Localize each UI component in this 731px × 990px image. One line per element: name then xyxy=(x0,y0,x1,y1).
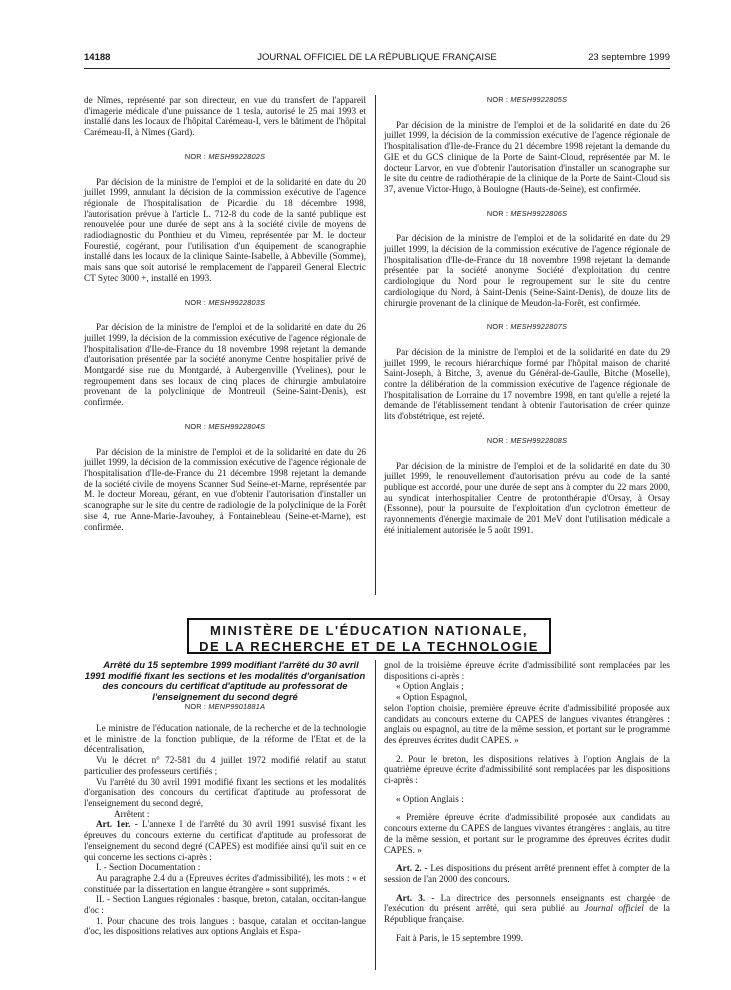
publication-date: 23 septembre 1999 xyxy=(588,52,670,63)
ministry-line-1: MINISTÈRE DE L'ÉDUCATION NATIONALE, xyxy=(210,623,528,638)
arretent-label: Arrêtent : xyxy=(114,808,150,819)
nor-reference: NOR : MESH9922803S xyxy=(184,297,266,307)
top-right-column xyxy=(384,95,670,536)
arrete-paragraph: Vu l'arrêté du 30 avril 1991 modifié fixant les sections et les modalités d'organisation des concours du certificat d'aptitude au professorat de l'enseignement du second degré, xyxy=(84,776,366,808)
page-header xyxy=(84,52,670,66)
top-left-column xyxy=(84,95,366,532)
arrete-title: Arrêté du 15 septembre 1999 modifiant l'arrêté du 30 avril 1991 modifié fixant les sections et les modalités d'organisation des concours du certificat d'aptitude au professorat de l'enseignement du second degré xyxy=(84,659,366,702)
article-2-label: Art. 2. - xyxy=(396,863,428,874)
arrete-paragraph: Le ministre de l'éducation nationale, de la recherche et de la technologie et le ministre de la fonction publique, de la réforme de l'Etat et de la décentralisation, xyxy=(84,723,366,755)
nor-reference: NOR : MESH9922805S xyxy=(486,95,568,104)
column-divider-top xyxy=(375,95,376,595)
nor-code: MESH9922805S xyxy=(510,95,568,104)
ministry-line-2: DE LA RECHERCHE ET DE LA TECHNOLOGIE xyxy=(199,639,539,654)
arrete-paragraph: « Option Anglais : xyxy=(396,793,464,804)
arrete-paragraph: 1. Pour chacune des trois langues : basque, catalan et occitan-langue d'oc, les dispositions relatives aux options Anglais et Espa- xyxy=(84,915,366,937)
nor-code: MESH9922807S xyxy=(510,322,568,332)
section-heading: II. - Section Langues régionales : basque, breton, catalan, occitan-langue d'oc : xyxy=(84,894,366,916)
nor-reference: NOR : MESH9922802S xyxy=(184,151,266,161)
journal-officiel-ref: Journal officiel xyxy=(584,903,644,914)
notice-paragraph: Par décision de la ministre de l'emploi et de la solidarité en date du 30 juillet 1999, le renouvellement d'autorisation prévu au code de la santé publique est accordé, pour une durée de sept ans à compter du 22 mars 2000, au syndicat interhospitalier Centre de protonthérapie d'Orsay, à Orsay (Essonne), pour la poursuite de l'exploitation d'un cyclotron émetteur de rayonnements d'énergie maximale de 201 MeV dont l'utilisation médicale a été initialement autorisée le 5 août 1991. xyxy=(384,460,670,535)
continued-paragraph: de Nîmes, représenté par son directeur, en vue du transfert de l'appareil d'imagerie médicale d'une puissance de 1 tesla, autorisé le 25 mai 1993 et installé dans les locaux de l'hôpital Carémeau-I, vers le bâtiment de l'hôpital Carémeau-II, à Nîmes (Gard). xyxy=(84,95,366,138)
nor-code: MESH9922804S xyxy=(208,421,266,431)
arrete-paragraph: Vu le décret n° 72-581 du 4 juillet 1972 modifié relatif au statut particulier des professeurs certifiés ; xyxy=(84,755,366,776)
article-1: Art. 1er. - L'annexe I de l'arrêté du 30 avril 1991 susvisé fixant les épreuves du concours externe du certificat d'aptitude au professorat de l'enseignement du second degré (CAPES) est modifiée ainsi qu'il suit en ce qui concerne les sections ci-après : xyxy=(84,819,366,862)
nor-code: MESH9922803S xyxy=(208,297,266,307)
notice-paragraph: Par décision de la ministre de l'emploi et de la solidarité en date du 26 juillet 1999, la décision de la commission exécutive de l'agence régionale de l'hospitalisation d'Ile-de-France du 21 décembre 1998 rejetant la demande du GIE et du GCS clinique de la Porte de Saint-Cloud, représentée par M. le docteur Larvor, en vue d'obtenir l'autorisation d'installer un scanographe sur le site du centre de radiothérapie de la clinique de la Porte de Saint-Cloud sis 37, avenue Victor-Hugo, à Boulogne (Hauts-de-Seine), est confirmée. xyxy=(384,119,670,194)
page-number: 14188 xyxy=(84,52,111,63)
arrete-paragraph: Au paragraphe 2.4 du a (Epreuves écrites d'admissibilité), les mots : « et constituée par la dissertation en langue étrangère » sont supprimés. xyxy=(84,872,366,894)
arrete-paragraph: selon l'option choisie, première épreuve écrite d'admissibilité proposée aux candidats au concours externe du CAPES de langues vivantes étrangères : anglais ou espagnol, au titre de la même session, et portant sur le programme des épreuves écrites dudit CAPES. » xyxy=(384,702,670,745)
column-divider-bottom xyxy=(375,660,376,970)
arrete-paragraph: « Option Espagnol, xyxy=(396,692,468,703)
notice-paragraph: Par décision de la ministre de l'emploi et de la solidarité en date du 26 juillet 1999, la décision de la commission exécutive de l'agence régionale de l'hospitalisation d'Ile-de-France du 21 décembre 1998 rejetant la demande de la société civile de moyens Scanner Sud Seine-et-Marne, représentée par M. le docteur Moreau, gérant, en vue d'obtenir l'autorisation d'installer un scanographe sur le site du centre de radiologie de la polyclinique de la Forêt sise 4, rue Anne-Marie-Javouhey, à Fontainebleau (Seine-et-Marne), est confirmée. xyxy=(84,446,366,532)
bottom-right-column xyxy=(384,660,670,943)
nor-reference: NOR : MESH9922807S xyxy=(486,322,568,332)
arrete-paragraph: « Option Anglais ; xyxy=(396,681,464,692)
notice-paragraph: Par décision de la ministre de l'emploi et de la solidarité en date du 20 juillet 1999, annulant la décision de la commission exécutive de l'agence régionale de l'hospitalisation de Picardie du 18 décembre 1998, l'autorisation prévue à l'article L. 712-8 du code de la santé publique est renouvelée pour une durée de sept ans à la société civile de moyens de radiodiagnostic du Ponthieu et du Vimeu, représentée par M. le docteur Fourestié, cogérant, pour l'utilisation d'un équipement de scanographie installé dans les locaux de la clinique Sainte-Isabelle, à Abbeville (Somme), mais sans que soit autorisé le remplacement de l'appareil General Electric CT Sytec 3000 +, installé en 1993. xyxy=(84,176,366,283)
article-3: Art. 3. - La directrice des personnels enseignants est chargée de l'exécution du présent arrêté, qui sera publié au Journal officiel de la République française. xyxy=(384,892,671,925)
nor-reference: NOR : MENP9901881A xyxy=(184,702,266,712)
nor-code: MESH9922806S xyxy=(510,208,568,218)
bottom-left-column xyxy=(84,660,366,937)
section-heading: I. - Section Documentation : xyxy=(96,862,201,873)
nor-reference: NOR : MESH9922804S xyxy=(184,421,266,431)
arrete-paragraph: gnol de la troisième épreuve écrite d'admissibilité sont remplacées par les dispositions ci-après : xyxy=(384,660,670,681)
arrete-paragraph: « Première épreuve écrite d'admissibilité proposée aux candidats au concours externe du CAPES de langues vivantes étrangères : anglais, au titre de la même session, et portant sur le programme des épreuves écrites dudit CAPES. » xyxy=(384,812,670,855)
nor-reference: NOR : MESH9922806S xyxy=(486,208,568,218)
journal-title: JOURNAL OFFICIEL DE LA RÉPUBLIQUE FRANÇAISE xyxy=(257,52,497,63)
header-rule xyxy=(84,68,670,69)
nor-code: MESH9922808S xyxy=(510,435,568,445)
article-3-label: Art. 3. - xyxy=(396,892,435,903)
signature-line: Fait à Paris, le 15 septembre 1999. xyxy=(396,932,524,943)
notice-paragraph: Par décision de la ministre de l'emploi et de la solidarité en date du 29 juillet 1999, la décision de la commission exécutive de l'agence régionale de l'hospitalisation d'Ile-de-France du 18 novembre 1998 rejetant la demande présentée par la société anonyme Société d'exploitation du centre cardiologique du Nord pour le regroupement sur le site du centre cardiologique du Nord, à Saint-Denis (Seine-Saint-Denis), de douze lits de chirurgie provenant de la clinique de Meudon-la-Forêt, est confirmée. xyxy=(384,233,670,308)
notice-paragraph: Par décision de la ministre de l'emploi et de la solidarité en date du 26 juillet 1999, la décision de la commission exécutive de l'agence régionale de l'hospitalisation d'Ile-de-France du 18 novembre 1998 rejetant la demande d'autorisation présentée par la société anonyme Centre hospitalier privé de Montgardé sise rue du Montgardé, à Aubergenville (Yvelines), pour le regroupement dans ses locaux de cinq places de chirurgie ambulatoire provenant de la polyclinique de Montreuil (Seine-Saint-Denis), est confirmée. xyxy=(84,322,366,408)
notice-paragraph: Par décision de la ministre de l'emploi et de la solidarité en date du 29 juillet 1999, le recours hiérarchique formé par l'hôpital maison de charité Saint-Joseph, à Bitche, 3, avenue du Général-de-Gaulle, Bitche (Moselle), contre la délibération de la commission exécutive de l'agence régionale de l'hospitalisation de Lorraine du 17 novembre 1998, en tant qu'elle a rejeté la demande de l'établissement tendant à obtenir l'autorisation de créer quinze lits d'obstétrique, est rejeté. xyxy=(384,346,670,422)
article-2: Art. 2. - Les dispositions du présent arrêté prennent effet à compter de la session de l'an 2000 des concours. xyxy=(384,863,670,884)
nor-reference: NOR : MESH9922808S xyxy=(486,435,568,445)
ministry-banner xyxy=(187,618,551,654)
nor-code: MENP9901881A xyxy=(208,702,266,712)
arrete-paragraph: 2. Pour le breton, les dispositions relatives à l'option Anglais de la quatrième épreuve écrite d'admissibilité sont remplacées par les dispositions ci-après : xyxy=(384,753,670,786)
article-1-label: Art. 1er. - xyxy=(96,819,138,830)
nor-code: MESH9922802S xyxy=(208,151,266,161)
